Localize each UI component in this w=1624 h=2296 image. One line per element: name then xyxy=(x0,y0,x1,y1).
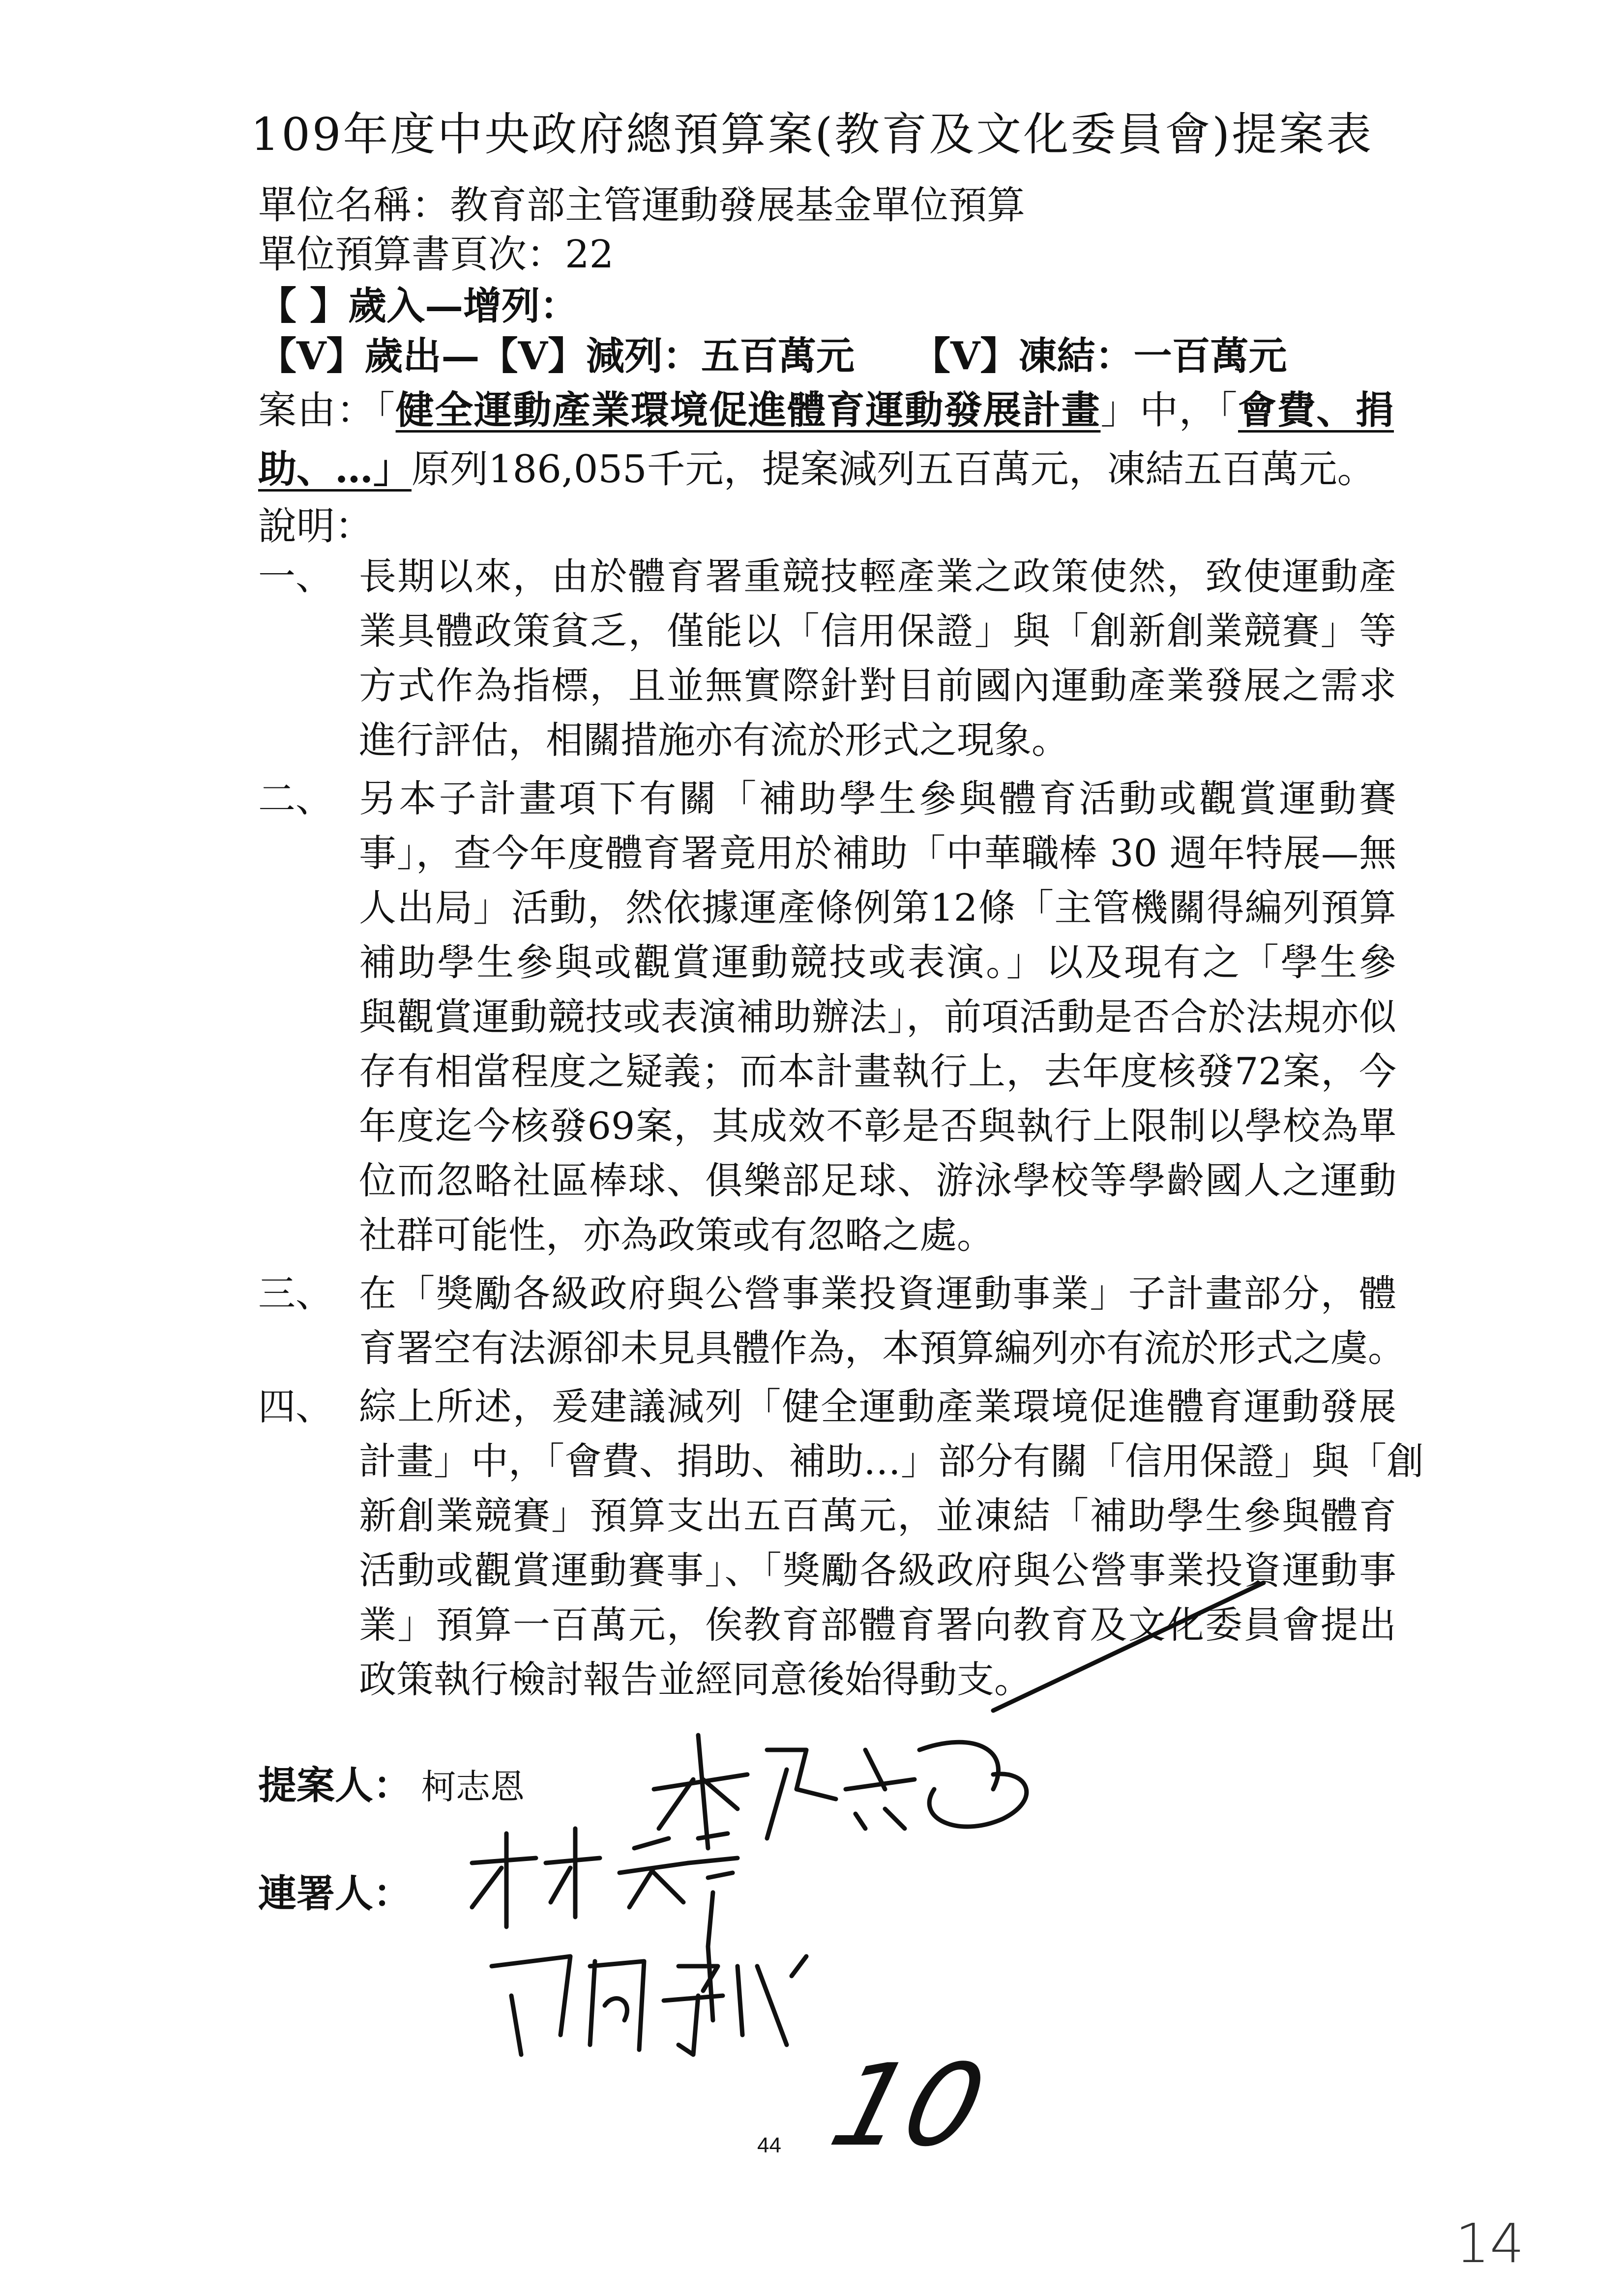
item-text-line: 政策執行檢討報告並經同意後始得動支。 xyxy=(359,1657,1032,1701)
handwritten-page-mark: 14 xyxy=(1455,2212,1524,2275)
item-text-line: 人出局」活動，然依據運產條例第12條「主管機關得編列預算 xyxy=(359,886,1396,930)
reason-line-1 xyxy=(258,379,1394,435)
cosigners-label: 連署人： xyxy=(258,1871,412,1916)
reason-text: 原列186,055千元，提案減列五百萬元，凍結五百萬元。 xyxy=(412,447,1376,492)
proposer-row xyxy=(258,1755,525,1810)
item-text-line: 補助學生參與或觀賞運動競技或表演。」以及現有之「學生參 xyxy=(359,940,1396,984)
cosigner-signature-1 xyxy=(472,1829,738,2020)
unit-name: 單位名稱：教育部主管運動發展基金單位預算 xyxy=(258,183,1026,228)
expenditure-line: 【V】歲出—【V】減列：五百萬元 【V】凍結：一百萬元 xyxy=(258,334,1287,378)
reason-item-name-cont: 助、…」 xyxy=(258,447,412,492)
item-number: 三、 xyxy=(258,1272,333,1315)
reason-label: 案由：「 xyxy=(258,388,396,433)
item-text-line: 活動或觀賞運動賽事」、「獎勵各級政府與公營事業投資運動事 xyxy=(359,1548,1396,1592)
reason-line-2 xyxy=(258,438,1376,494)
reason-item-name: 會費、捐 xyxy=(1238,388,1394,433)
item-text-line: 新創業競賽」預算支出五百萬元，並凍結「補助學生參與體育 xyxy=(359,1494,1396,1538)
document-title: 109年度中央政府總預算案(教育及文化委員會)提案表 xyxy=(250,108,1374,161)
proposer-label: 提案人： xyxy=(258,1763,412,1808)
item-text-line: 長期以來，由於體育署重競技輕產業之政策使然，致使運動產 xyxy=(359,554,1396,598)
item-text-line: 存有相當程度之疑義；而本計畫執行上，去年度核發72案，今 xyxy=(359,1049,1396,1093)
item-text-line: 方式作為指標，且並無實際針對目前國內運動產業發展之需求 xyxy=(359,664,1396,707)
page-number: 44 xyxy=(757,2133,781,2157)
handwritten-count: 10 xyxy=(818,2040,998,2172)
item-text-line: 年度迄今核發69案，其成效不彰是否與執行上限制以學校為單 xyxy=(359,1104,1396,1148)
cosigner-signature-2 xyxy=(492,1956,806,2055)
item-text-line: 位而忽略社區棒球、俱樂部足球、游泳學校等學齡國人之運動 xyxy=(359,1159,1396,1202)
item-text-line: 另本子計畫項下有關「補助學生參與體育活動或觀賞運動賽 xyxy=(359,777,1396,820)
item-text-line: 在「獎勵各級政府與公營事業投資運動事業」子計畫部分，體 xyxy=(359,1272,1396,1315)
item-number: 一、 xyxy=(258,554,333,598)
proposer-name: 柯志恩 xyxy=(421,1767,525,1807)
reason-connector: 」中，「 xyxy=(1100,388,1239,433)
item-number: 二、 xyxy=(258,777,333,820)
reason-plan-name: 健全運動產業環境促進體育運動發展計畫 xyxy=(395,388,1101,433)
item-text-line: 業」預算一百萬元，俟教育部體育署向教育及文化委員會提出 xyxy=(359,1603,1396,1647)
budget-page-ref: 單位預算書頁次：22 xyxy=(258,233,614,277)
item-number: 四、 xyxy=(258,1385,333,1428)
item-text-line: 進行評估，相關措施亦有流於形式之現象。 xyxy=(359,718,1069,762)
revenue-line: 【 】歲入—增列： xyxy=(258,284,579,328)
item-text-line: 與觀賞運動競技或表演補助辦法」，前項活動是否合於法規亦似 xyxy=(359,995,1396,1039)
item-text-line: 事」，查今年度體育署竟用於補助「中華職棒 30 週年特展—無 xyxy=(359,831,1396,875)
explanation-label: 說明： xyxy=(258,504,374,549)
item-text-line: 計畫」中，「會費、捐助、補助…」部分有關「信用保證」與「創 xyxy=(359,1439,1424,1483)
item-text-line: 社群可能性，亦為政策或有忽略之處。 xyxy=(359,1213,994,1257)
item-text-line: 綜上所述，爰建議減列「健全運動產業環境促進體育運動發展 xyxy=(359,1385,1396,1428)
item-text-line: 業具體政策貧乏，僅能以「信用保證」與「創新創業競賽」等 xyxy=(359,609,1396,653)
item-text-line: 育署空有法源卻未見具體作為，本預算編列亦有流於形式之虞。 xyxy=(359,1326,1405,1370)
